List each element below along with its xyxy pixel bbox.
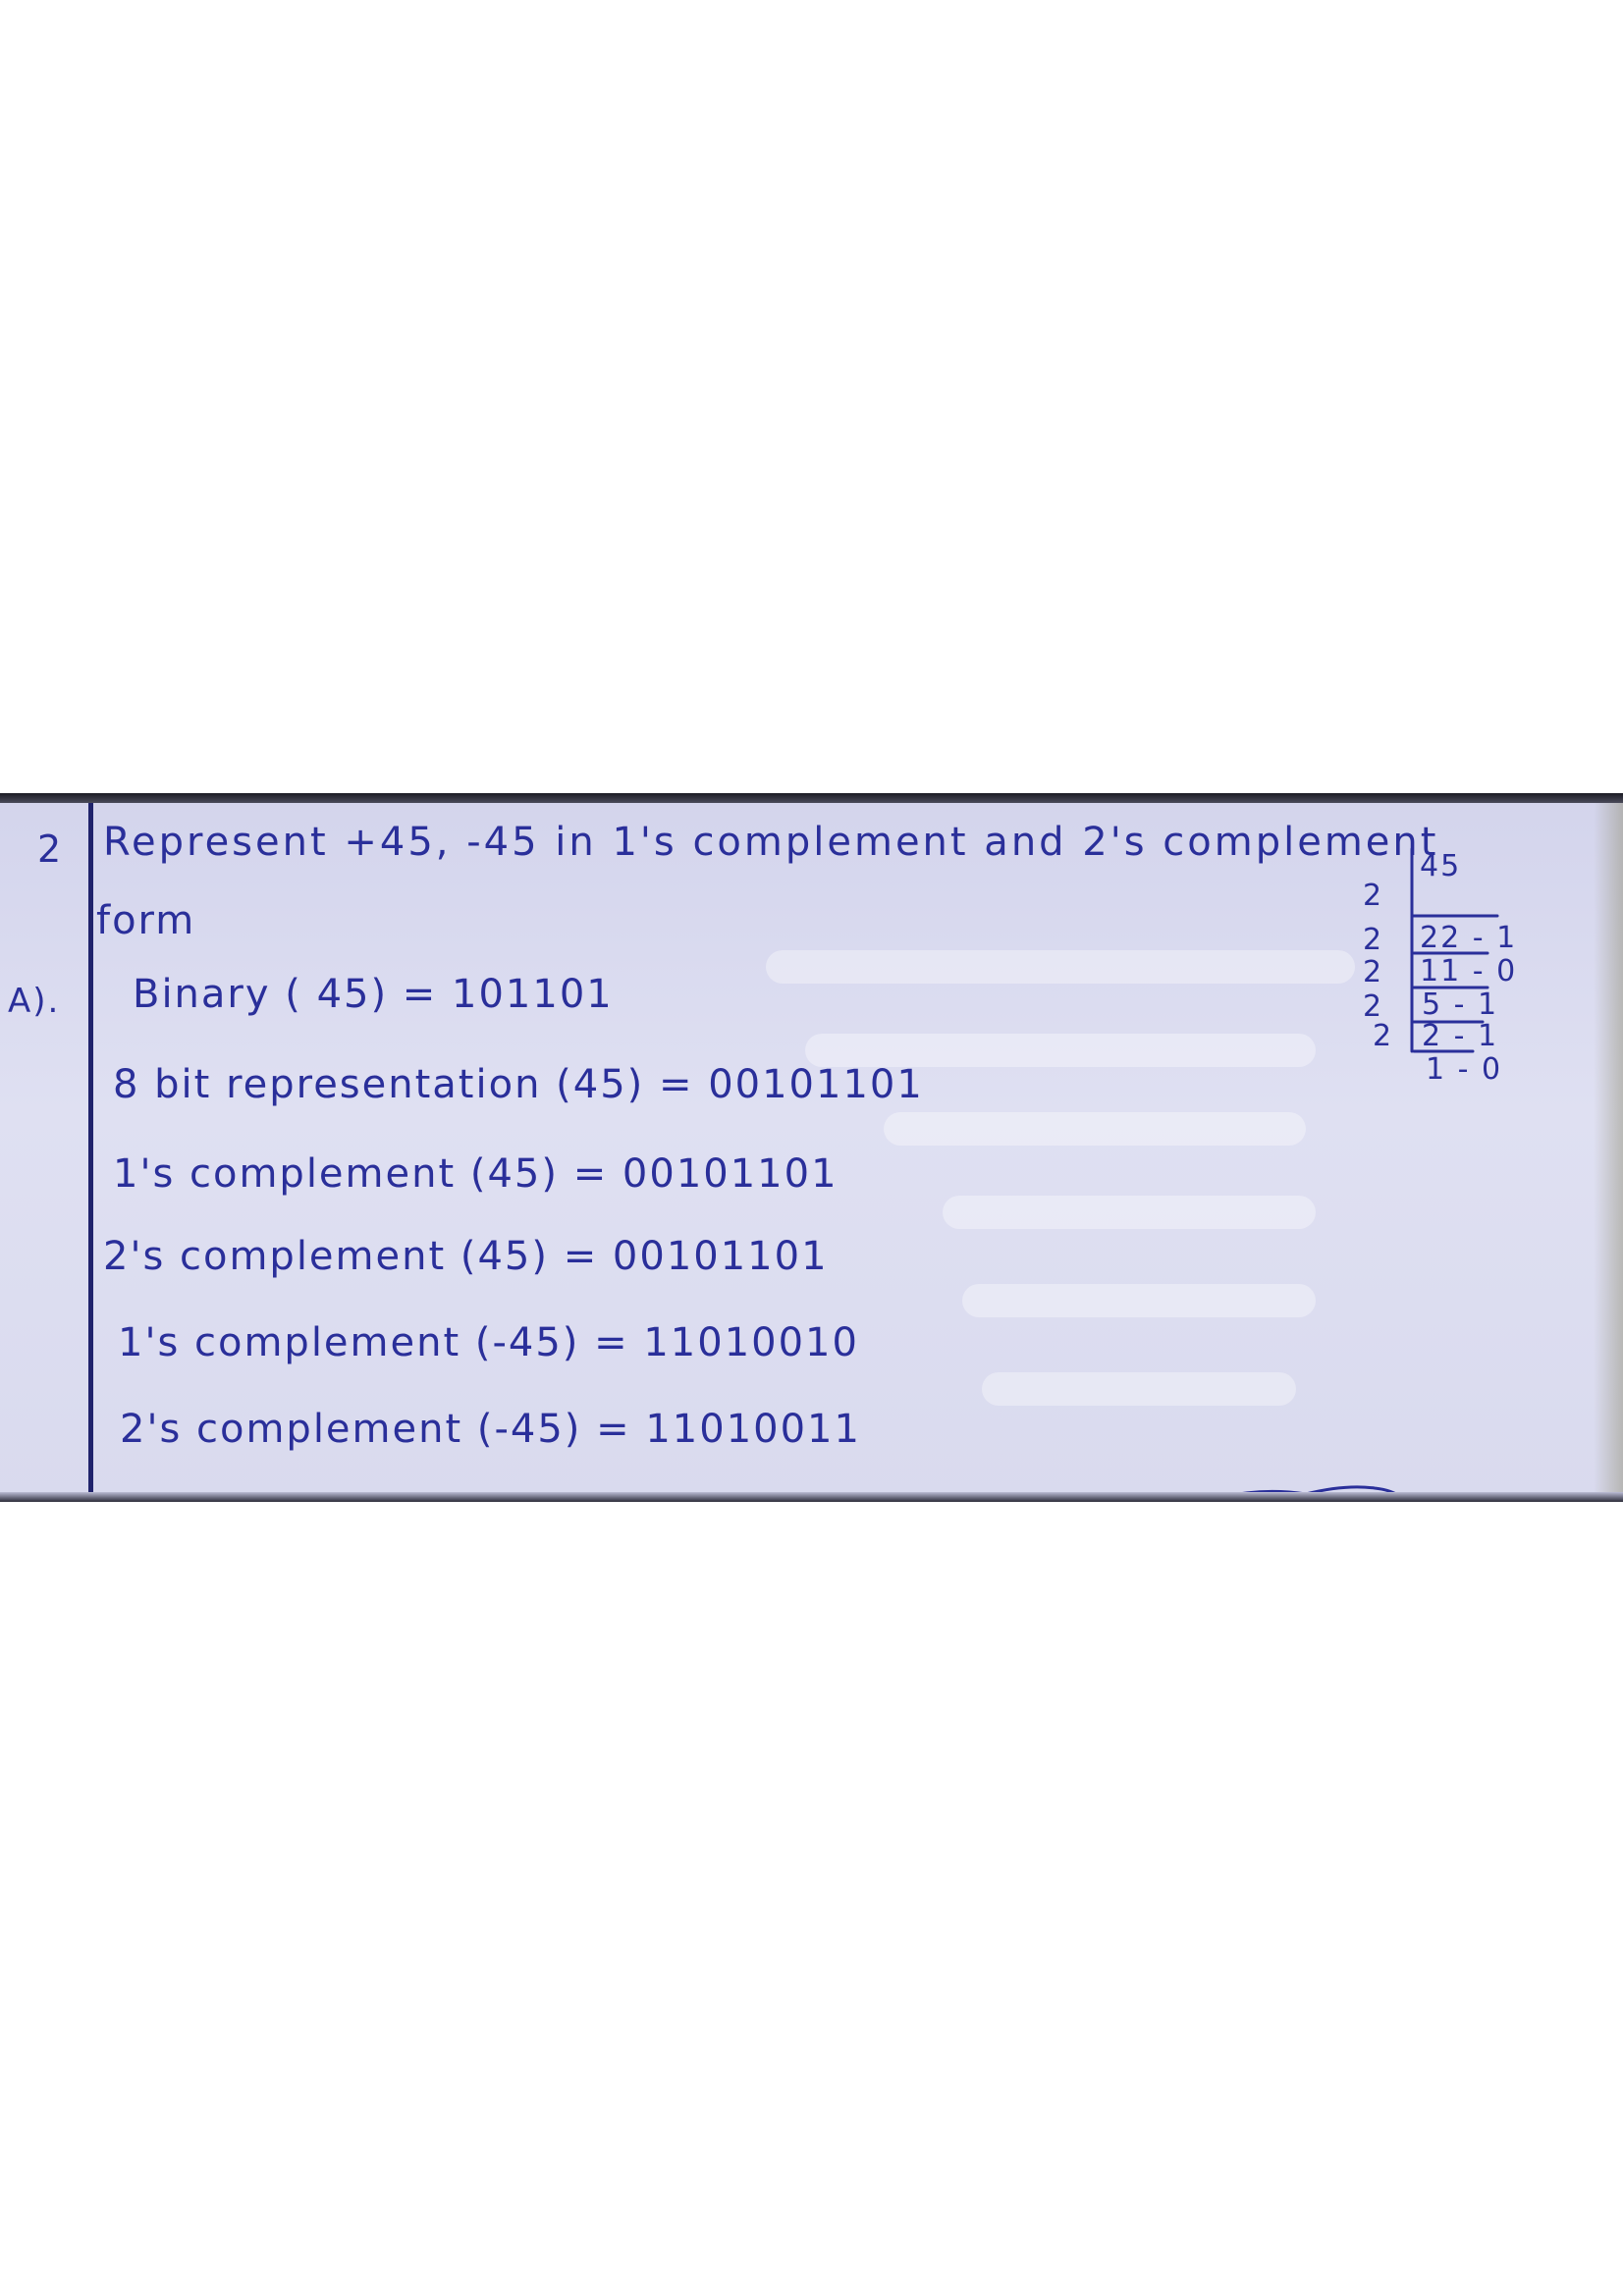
division-row: 2 - 1 bbox=[1422, 1019, 1499, 1053]
answer-label: A). bbox=[8, 982, 61, 1021]
paper-impression bbox=[982, 1372, 1296, 1406]
question-line-1: Represent +45, -45 in 1's complement and 2's complement bbox=[103, 820, 1439, 865]
division-row: 11 - 0 bbox=[1420, 954, 1518, 988]
page-top-edge bbox=[0, 793, 1623, 803]
paper-impression bbox=[962, 1284, 1316, 1317]
divisor: 2 bbox=[1373, 1019, 1394, 1053]
paper-impression bbox=[884, 1112, 1306, 1146]
division-row: 1 - 0 bbox=[1426, 1052, 1503, 1087]
page-bottom-edge bbox=[0, 1492, 1623, 1502]
question-number: 2 bbox=[37, 828, 64, 871]
twos-complement-positive-line: 2's complement (45) = 00101101 bbox=[103, 1234, 829, 1279]
ones-complement-positive-line: 1's complement (45) = 00101101 bbox=[113, 1151, 839, 1197]
division-row: 22 - 1 bbox=[1420, 921, 1518, 955]
divisor: 2 bbox=[1363, 989, 1384, 1024]
ones-complement-negative-line: 1's complement (-45) = 11010010 bbox=[118, 1320, 859, 1365]
paper-impression bbox=[943, 1196, 1316, 1229]
binary-line: Binary ( 45) = 101101 bbox=[133, 972, 614, 1017]
divisor: 2 bbox=[1363, 923, 1384, 957]
page-shadow bbox=[1594, 803, 1623, 1492]
paper-impression bbox=[766, 950, 1355, 984]
division-row: 5 - 1 bbox=[1422, 988, 1499, 1022]
question-line-2: form bbox=[96, 898, 196, 943]
division-work bbox=[1363, 847, 1591, 1093]
divisor: 2 bbox=[1363, 955, 1384, 989]
divisor: 2 bbox=[1363, 879, 1384, 913]
twos-complement-negative-line: 2's complement (-45) = 11010011 bbox=[120, 1407, 861, 1452]
division-top-number: 45 bbox=[1420, 849, 1462, 883]
margin-line bbox=[88, 803, 93, 1492]
eight-bit-line: 8 bit representation (45) = 00101101 bbox=[113, 1062, 924, 1107]
notebook-photo bbox=[0, 793, 1623, 1502]
